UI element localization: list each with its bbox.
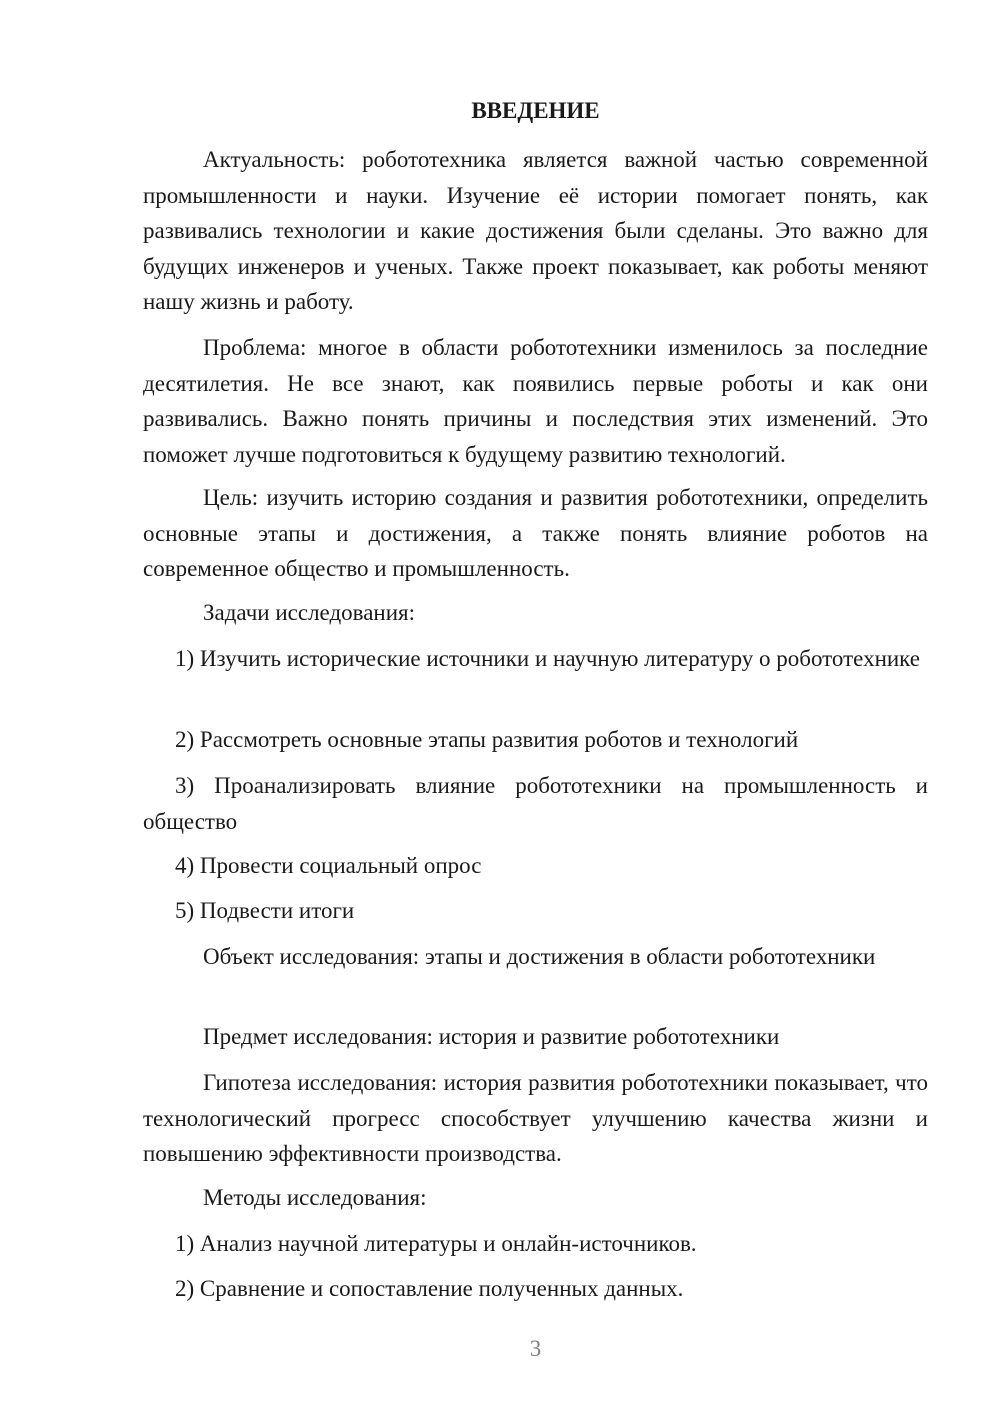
task-item-4: 4) Провести социальный опрос xyxy=(175,853,482,878)
page-number: 3 xyxy=(529,1336,542,1361)
hypothesis-paragraph: Гипотеза исследования: история развития робототехники показывает, что технологический прогресс способствует улучшению качества жизни и повышению эффективности производства. xyxy=(143,1070,928,1166)
object-paragraph: Объект исследования: этапы и достижения в области робототехники xyxy=(203,944,876,969)
problem-paragraph: Проблема: многое в области робототехники изменилось за последние десятилетия. Не все знают, как появились первые роботы и как они развивались. Важно понять причины и последствия этих изменений. Это поможет лучше подготовиться к будущему развитию технологий. xyxy=(143,335,928,467)
method-item-1: 1) Анализ научной литературы и онлайн-источников. xyxy=(175,1231,697,1256)
goal-paragraph: Цель: изучить историю создания и развития робототехники, определить основные этапы и достижения, а также понять влияние роботов на современное общество и промышленность. xyxy=(143,485,928,581)
methods-heading: Методы исследования: xyxy=(203,1185,427,1210)
task-item-2: 2) Рассмотреть основные этапы развития роботов и технологий xyxy=(175,727,799,752)
method-item-2: 2) Сравнение и сопоставление полученных данных. xyxy=(175,1276,684,1301)
page-title: ВВЕДЕНИЕ xyxy=(471,98,600,123)
tasks-heading: Задачи исследования: xyxy=(203,600,416,625)
task-item-3: 3) Проанализировать влияние робототехники на промышленность и общество xyxy=(143,773,928,834)
relevance-paragraph: Актуальность: робототехника является важной частью современной промышленности и науки. Изучение её истории помогает понять, как развивались технологии и какие достижения были сделаны. Это важно для будущих инженеров и ученых. Также проект показывает, как роботы меняют нашу жизнь и работу. xyxy=(143,147,928,314)
subject-paragraph: Предмет исследования: история и развитие робототехники xyxy=(203,1024,780,1049)
task-item-5: 5) Подвести итоги xyxy=(175,898,355,923)
document-page xyxy=(143,0,928,1414)
task-item-1: 1) Изучить исторические источники и научную литературу о робототехнике xyxy=(175,646,920,671)
